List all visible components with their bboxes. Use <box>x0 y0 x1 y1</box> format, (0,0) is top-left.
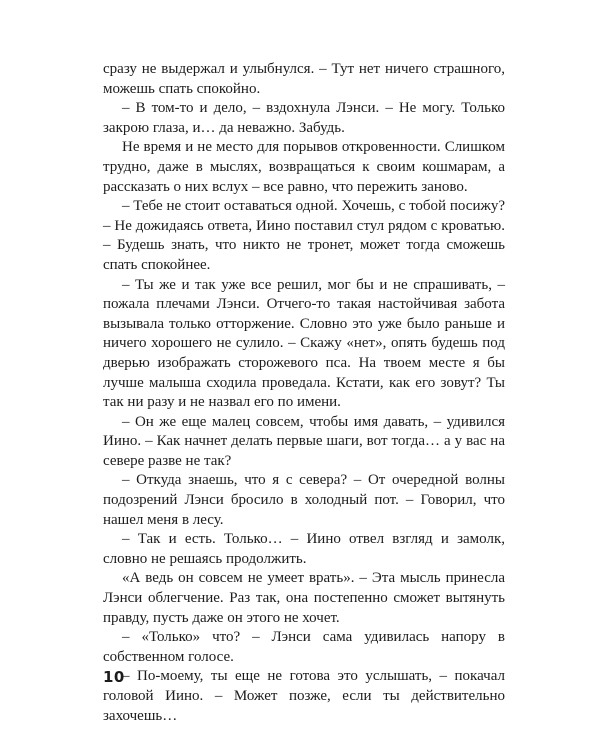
paragraph-6: – Он же еще малец совсем, чтобы имя давать, – удивился Иино. – Как начнет делать первые шаги, вот тогда… а у вас на севере разве не так? <box>103 413 505 469</box>
paragraph-7: – Откуда знаешь, что я с севера? – От очередной волны подозрений Лэнси бросило в холодный пот. – Говорил, что нашел меня в лесу. <box>103 472 505 528</box>
paragraph-9: «А ведь он совсем не умеет врать». – Эта мысль принесла Лэнси облегчение. Раз так, она постепенно сможет вытянуть правду, пусть даже он этого не хочет. <box>103 570 505 626</box>
paragraph-8: – Так и есть. Только… – Иино отвел взгляд и замолк, словно не решаясь продолжить. <box>103 531 505 567</box>
paragraph-4: – Тебе не стоит оставаться одной. Хочешь, с тобой посижу? – Не дожидаясь ответа, Иино поставил стул рядом с кроватью. – Будешь знать, что никто не тронет, может тогда сможешь спать спокойнее. <box>103 198 505 273</box>
paragraph-2: – В том-то и дело, – вздохнула Лэнси. – Не могу. Только закрою глаза, и… да неважно. Забудь. <box>103 100 505 136</box>
paragraph-11: – По-моему, ты еще не готова это услышать, – покачал головой Иино. – Может позже, если ты действительно захочешь… <box>103 668 505 724</box>
page-number: 10 <box>103 668 125 686</box>
paragraph-1: сразу не выдержал и улыбнулся. – Тут нет ничего страшного, можешь спать спокойно. <box>103 61 505 97</box>
paragraph-10: – «Только» что? – Лэнси сама удивилась напору в собственном голосе. <box>103 629 505 665</box>
book-page-text <box>103 60 505 726</box>
paragraph-5: – Ты же и так уже все решил, мог бы и не спрашивать, – пожала плечами Лэнси. Отчего-то такая настойчивая забота вызывала только отторжение. Словно это уже было раньше и ничего хорошего не сулило. – Скажу «нет», опять будешь под дверью изображать сторожевого пса. На твоем месте я бы лучше малыша сходила проведала. Кстати, как его зовут? Ты так ни разу и не назвал его по имени. <box>103 276 505 411</box>
paragraph-3: Не время и не место для порывов откровенности. Слишком трудно, даже в мыслях, возвращаться к своим кошмарам, а рассказать о них вслух – все равно, что пережить заново. <box>103 139 505 195</box>
